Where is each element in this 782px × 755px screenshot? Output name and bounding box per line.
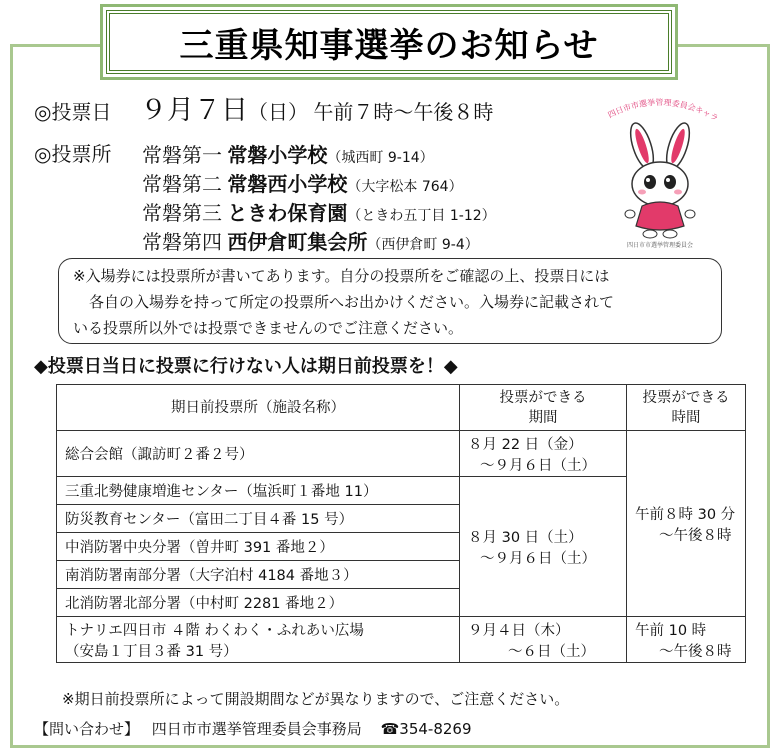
time-cell	[627, 617, 746, 663]
district-name: 常磐第三	[142, 201, 222, 225]
polling-place-label: ◎投票所	[34, 142, 112, 166]
early-voting-table	[56, 384, 746, 663]
facility-name	[57, 617, 460, 663]
polling-label-row	[34, 138, 111, 167]
voting-weekday: （日）	[248, 100, 308, 124]
header-period-line: 期間	[528, 409, 558, 426]
contact-label: 【問い合わせ】	[34, 720, 140, 738]
notice-line: 各自の入場券を持って所定の投票所へお出かけください。入場券に記載されて	[89, 293, 615, 311]
facility-name: 防災教育センター（富田二丁目４番 15 号）	[57, 505, 460, 533]
polling-place-item	[142, 226, 479, 255]
period-line: ８月 22 日（金）	[468, 436, 583, 453]
place-address: （大字松本 764）	[347, 179, 463, 195]
mascot-caption: 四日市市選挙管理委員会キャラ	[606, 97, 720, 124]
page-title: 三重県知事選挙のお知らせ	[179, 25, 599, 66]
facility-name: 総合会館（諏訪町２番２号）	[57, 431, 460, 477]
period-line: ～６日（土）	[508, 643, 595, 660]
facility-line: （安島１丁目３番 31 号）	[65, 643, 238, 660]
facility-name: 中消防署中央分署（曽井町 391 番地２）	[57, 533, 460, 561]
time-line: ～午後８時	[659, 527, 732, 544]
header-time-line: 投票ができる	[642, 389, 730, 406]
voting-day-value	[140, 88, 493, 127]
mascot-footer: 四日市市選挙管理委員会	[626, 242, 694, 249]
facility-name: 北消防署北部分署（中村町 2281 番地２）	[57, 589, 460, 617]
polling-place-item	[142, 168, 463, 197]
contact-info	[34, 718, 472, 739]
period-cell	[460, 617, 627, 663]
notice-line: いる投票所以外では投票できませんのでご注意ください。	[73, 319, 464, 337]
header-period-line: 投票ができる	[499, 389, 587, 406]
header-period	[460, 385, 627, 431]
voting-day-row	[34, 96, 111, 125]
district-name: 常磐第二	[142, 172, 222, 196]
notice-box	[58, 258, 722, 344]
rabbit-mascot-icon	[598, 94, 722, 250]
table-row	[57, 617, 746, 663]
footer-note: ※期日前投票所によって開設期間などが異なりますので、ご注意ください。	[62, 690, 570, 708]
period-cell	[460, 431, 627, 477]
table-row	[57, 431, 746, 477]
time-line: ～午後８時	[659, 643, 732, 660]
place-name: 常磐小学校	[227, 143, 328, 167]
header-time	[627, 385, 746, 431]
voting-hours: 午前７時～午後８時	[313, 100, 494, 124]
district-name: 常磐第一	[142, 143, 222, 167]
district-name: 常磐第四	[142, 230, 222, 254]
period-line: ９月４日（木）	[468, 622, 570, 639]
place-address: （西伊倉町 9-4）	[367, 237, 479, 253]
place-name: 常磐西小学校	[227, 172, 348, 196]
place-address: （ときわ五丁目 1-12）	[347, 208, 496, 224]
table-header-row	[57, 385, 746, 431]
facility-name: 三重北勢健康増進センター（塩浜町１番地 11）	[57, 477, 460, 505]
header-facility: 期日前投票所（施設名称）	[57, 385, 460, 431]
contact-office: 四日市市選挙管理委員会事務局	[151, 720, 362, 738]
voting-day-label: ◎投票日	[34, 100, 112, 124]
period-line: ～９月６日（土）	[480, 550, 596, 567]
voting-month: ９月	[140, 95, 194, 126]
time-line: 午前８時 30 分	[635, 506, 736, 523]
polling-place-item	[142, 139, 434, 168]
period-cell	[460, 477, 627, 617]
voting-date: ７日	[194, 95, 248, 126]
facility-name: 南消防署南部分署（大字泊村 4184 番地３）	[57, 561, 460, 589]
place-address: （城西町 9-14）	[327, 150, 434, 166]
title-banner	[106, 10, 672, 74]
early-voting-heading: ◆投票日当日に投票に行けない人は期日前投票を！◆	[34, 356, 458, 377]
period-line: ８月 30 日（土）	[468, 529, 583, 546]
contact-phone: ☎354-8269	[380, 720, 472, 738]
polling-place-item	[142, 197, 496, 226]
notice-line: ※入場券には投票所が書いてあります。自分の投票所をご確認の上、投票日には	[73, 267, 610, 285]
mascot-image	[598, 94, 722, 250]
time-line: 午前 10 時	[635, 622, 707, 639]
time-cell	[627, 431, 746, 617]
period-line: ～９月６日（土）	[480, 457, 596, 474]
place-name: ときわ保育園	[227, 201, 348, 225]
svg-text:四日市市選挙管理委員会キャラクター「せんぴょん」	[598, 94, 720, 123]
facility-line: トナリエ四日市 ４階 わくわく・ふれあい広場	[65, 622, 364, 639]
place-name: 西伊倉町集会所	[227, 230, 368, 254]
header-time-line: 時間	[671, 409, 701, 426]
